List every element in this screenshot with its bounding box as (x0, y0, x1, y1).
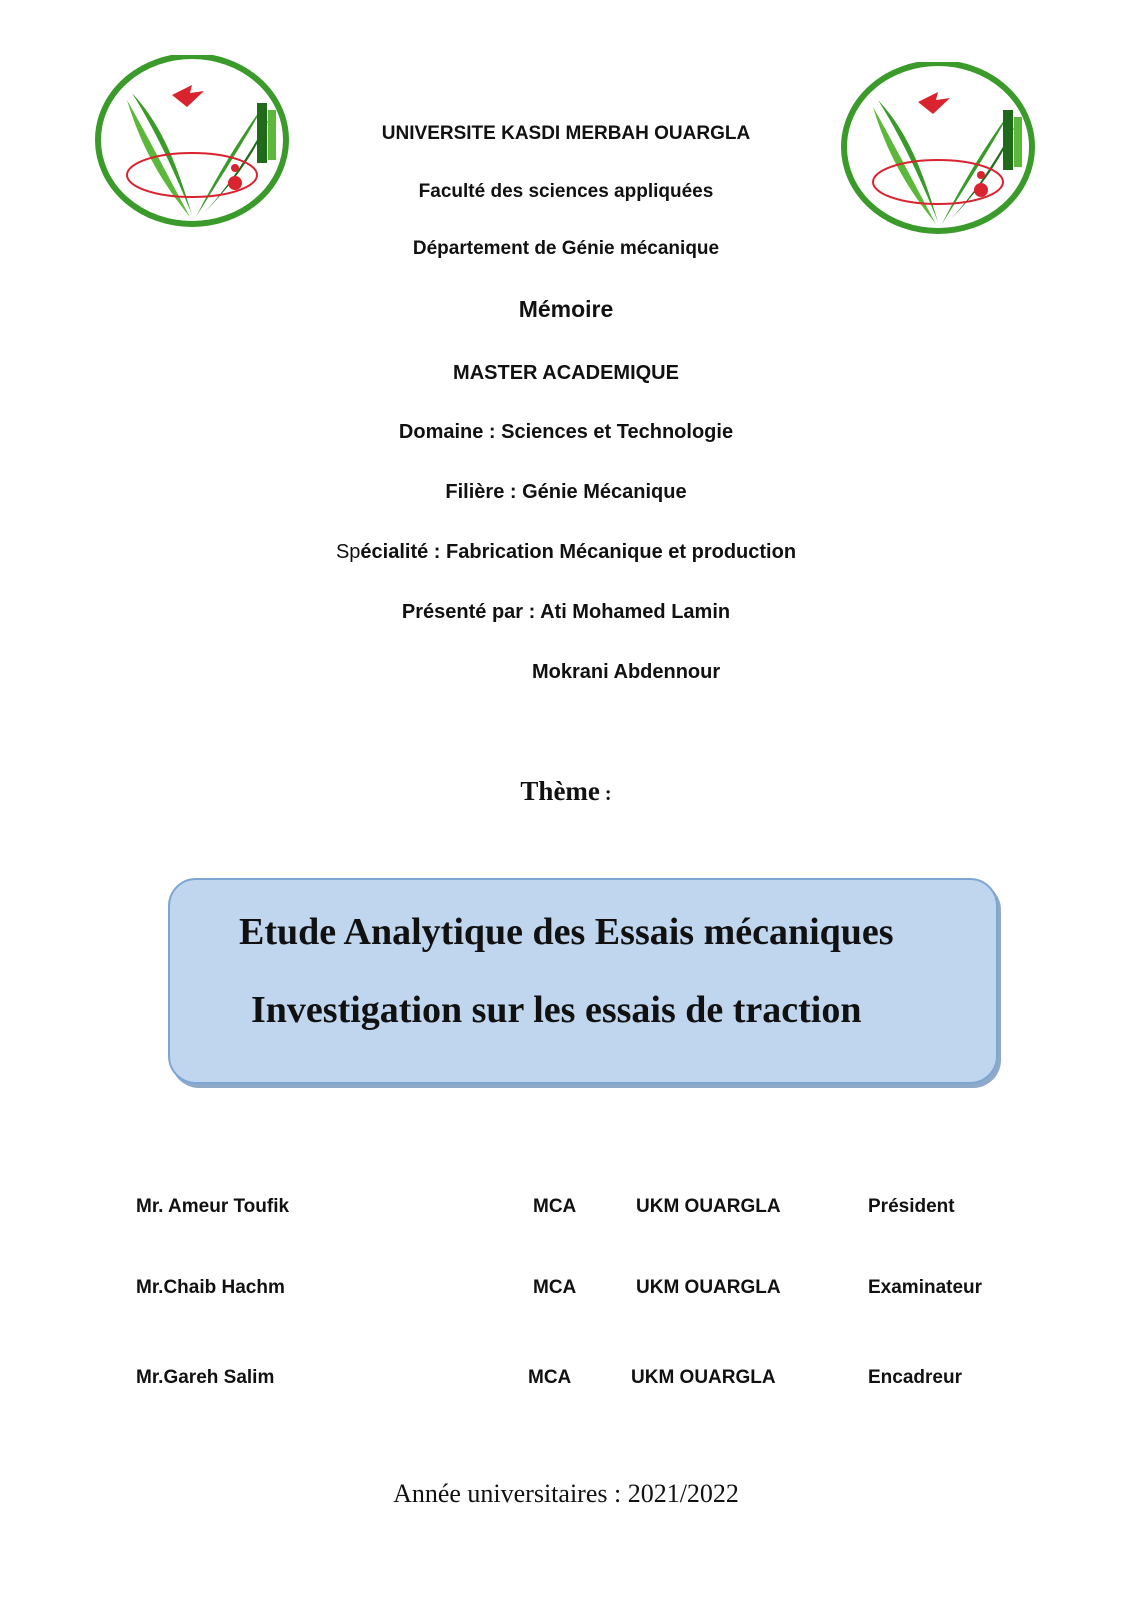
document-type: Mémoire (518, 296, 614, 322)
jury-role: Examinateur (868, 1277, 983, 1298)
second-author: Mokrani Abdennour (532, 661, 721, 683)
jury-grade: MCA (528, 1367, 572, 1388)
theme-label: Thème (520, 776, 600, 806)
field-line: Filière : Génie Mécanique (445, 481, 687, 503)
faculty-name: Faculté des sciences appliquées (418, 181, 714, 202)
jury-grade: MCA (533, 1277, 577, 1298)
department-name: Département de Génie mécanique (412, 238, 720, 259)
jury-name: Mr.Chaib Hachm (136, 1277, 285, 1298)
university-logo-icon (92, 55, 297, 240)
specialty-text: écialité : Fabrication Mécanique et production (360, 541, 797, 563)
jury-institution: UKM OUARGLA (636, 1277, 781, 1298)
jury-institution: UKM OUARGLA (631, 1367, 776, 1388)
presented-by-line: Présenté par : Ati Mohamed Lamin (401, 601, 731, 623)
thesis-title-box (168, 878, 998, 1084)
university-logo-right (838, 62, 1043, 247)
domain-line: Domaine : Sciences et Technologie (398, 421, 734, 443)
jury-institution: UKM OUARGLA (636, 1196, 781, 1217)
jury-grade: MCA (533, 1196, 577, 1217)
university-name: UNIVERSITE KASDI MERBAH OUARGLA (381, 123, 751, 144)
jury-role: Encadreur (868, 1367, 962, 1388)
university-logo-left (92, 55, 297, 240)
specialty-line (0, 541, 1132, 564)
thesis-title-line-1: Etude Analytique des Essais mécaniques (239, 911, 894, 953)
jury-name: Mr. Ameur Toufik (136, 1196, 290, 1217)
university-logo-icon (838, 62, 1043, 247)
degree-title: MASTER ACADEMIQUE (453, 362, 679, 384)
theme-colon: : (599, 783, 612, 805)
specialty-prefix: Sp (335, 541, 361, 563)
academic-year: Année universitaires : 2021/2022 (393, 1479, 739, 1508)
thesis-title-line-2: Investigation sur les essais de traction (251, 989, 862, 1031)
theme-heading (0, 776, 1132, 807)
jury-role: Président (868, 1196, 955, 1217)
jury-name: Mr.Gareh Salim (136, 1367, 275, 1388)
